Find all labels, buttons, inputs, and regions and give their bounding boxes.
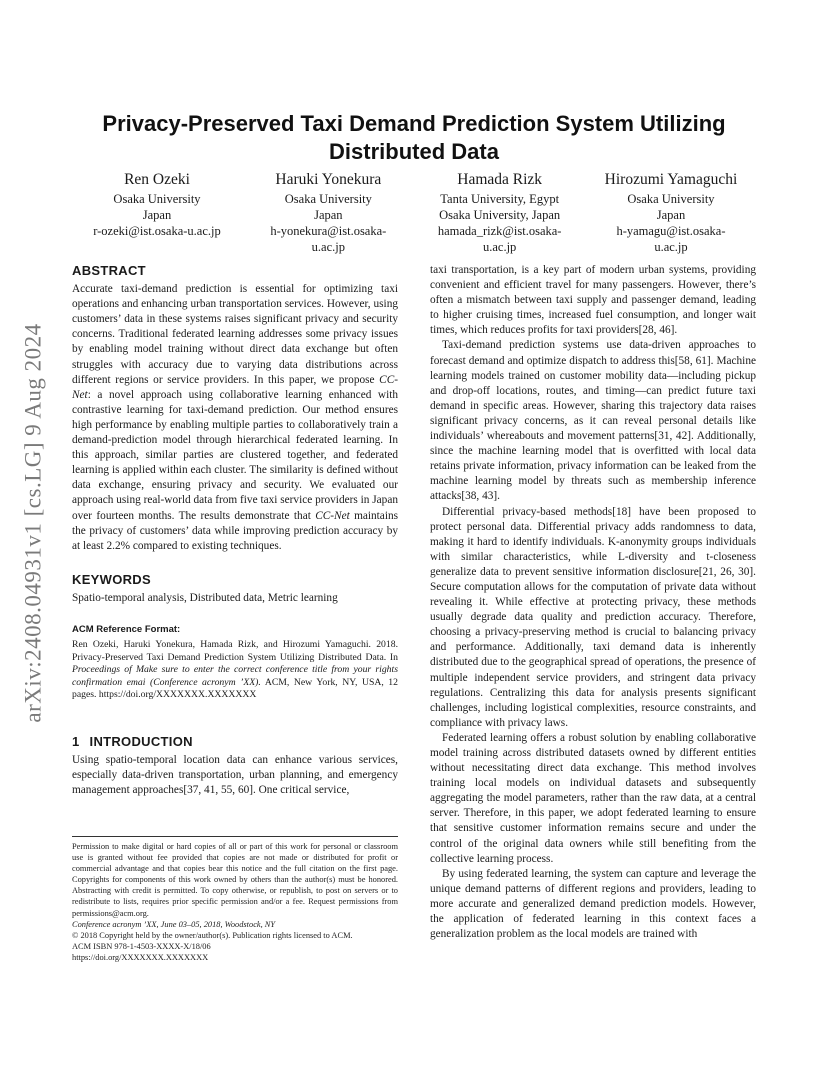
abstract-heading: ABSTRACT	[72, 263, 146, 278]
left-column	[72, 263, 398, 798]
abstract-text: Accurate taxi-demand prediction is essential for optimizing taxi operations and enhancing urban transportation services. However, using customers’ data in these systems raises significant privacy and security concerns. Traditional federated learning addresses some privacy issues by enabling model training without direct data exchange but often struggles with accuracy due to varying data distributions across different regions or service providers. In this paper, we propose CC-Net: a novel approach using collaborative learning enhanced with contrastive learning for taxi-demand prediction. Our method ensures high performance by enabling multiple parties to collaboratively train a demand-prediction model through hierarchical federated learning. In this approach, similar parties are clustered together, and federated learning is applied within each cluster. The similarity is defined without data exchange, ensuring privacy and security. We evaluated our approach using real-world data from five taxi service providers in Japan over fourteen months. The results demonstrate that CC-Net maintains the privacy of customers’ data while improving prediction accuracy by at least 2.2% compared to existing techniques.	[72, 283, 399, 552]
body-paragraph: By using federated learning, the system can capture and leverage the unique demand patterns of different regions and providers, leading to more accurate and generalized demand prediction models. However, the application of federated learning in this context faces a generalization problem as the local models are trained with	[430, 867, 756, 941]
author-affiliation: Osaka University	[113, 192, 201, 206]
permission-notice: Permission to make digital or hard copies of all or part of this work for personal or classroom use is granted without fee provided that copies are not made or distributed for profit or commercial advantage and that copies bear this notice and the full citation on the first page. Copyrights for components of this work owned by others than the author(s) must be honored. Abstracting with credit is permitted. To copy otherwise, or republish, to post on servers or to redistribute to lists, requires prior specific permission and/or a fee. Request permissions from permissions@acm.org.	[72, 842, 398, 918]
body-paragraph: taxi transportation, is a key part of modern urban systems, providing convenient and efficient travel for many passengers. However, there’s often a mismatch between taxi supply and passenger demand, leading to higher cruising times, increased fuel consumption, and longer wait times, which reduces profits for taxi providers[28, 46].	[430, 264, 756, 337]
keywords-text: Spatio-temporal analysis, Distributed data, Metric learning	[72, 591, 338, 604]
author-name: Ren Ozeki	[124, 171, 190, 188]
introduction-paragraph: Using spatio-temporal location data can enhance various services, especially data-driven transportation, urban planning, and emergency management approaches[37, 41, 55, 60]. One critical service,	[72, 754, 398, 797]
author-affiliation-2: Osaka University, Japan	[439, 208, 561, 222]
author-country: Japan	[142, 208, 172, 222]
author-4	[586, 170, 756, 255]
author-block	[72, 170, 756, 255]
footnote	[72, 836, 398, 963]
copyright-notice: © 2018 Copyright held by the owner/author(s). Publication rights licensed to ACM.	[72, 930, 353, 940]
author-email: r-ozeki@ist.osaka-u.ac.jp	[93, 224, 221, 238]
right-column	[430, 263, 756, 942]
author-name: Hirozumi Yamaguchi	[604, 171, 738, 188]
author-email: h-yamagu@ist.osaka-	[616, 224, 726, 238]
author-name: Hamada Rizk	[457, 171, 543, 188]
author-country: Japan	[656, 208, 686, 222]
author-name: Haruki Yonekura	[275, 171, 382, 188]
author-affiliation: Osaka University	[627, 192, 715, 206]
author-email: h-yonekura@ist.osaka-	[270, 224, 387, 238]
isbn: ACM ISBN 978-1-4503-XXXX-X/18/06	[72, 941, 211, 951]
acm-reference-heading: ACM Reference Format:	[72, 623, 181, 635]
author-email: hamada_rizk@ist.osaka-	[437, 224, 562, 238]
author-1	[72, 170, 242, 255]
body-paragraph: Taxi-demand prediction systems use data-driven approaches to forecast demand and optimize dispatch to address this[58, 61]. Machine learning models trained on customer mobility data—including pickup and drop-off locations, routes, and timing—can predict future taxi demand in specific areas. However, sharing this trajectory data raises significant privacy concerns, as it can reveal personal details like individuals’ whereabouts and movement patterns[31, 42]. Additionally, since the machine learning model that is overfitted with local data retains private information, privacy information can be leaked from the machine learning model by threats such as membership inference attacks[38, 43].	[430, 339, 756, 503]
author-country: Japan	[314, 208, 343, 222]
paper-title: Privacy-Preserved Taxi Demand Prediction System Utilizing Distributed Data	[102, 111, 726, 164]
ccnet-term: CC-Net	[315, 509, 350, 522]
author-2	[243, 170, 413, 255]
author-email-cont: u.ac.jp	[311, 240, 345, 254]
arxiv-identifier: arXiv:2408.04931v1 [cs.LG] 9 Aug 2024	[21, 323, 46, 723]
author-3	[415, 170, 585, 255]
body-paragraph: Differential privacy-based methods[18] have been proposed to protect personal data. Differential privacy adds randomness to data, making it hard to identify individuals. K-anonymity groups individuals with similar characteristics, while L-diversity and t-closeness generalize data to prevent sensitive information disclosure[21, 26, 30]. Secure computation allows for the computation of private data without revealing it. While effective at protecting privacy, these methods usually degrade data quality and prediction accuracy. Therefore, choosing a privacy-preserving method is crucial to balancing privacy and performance. Additionally, taxi demand data is inherently distributed due to the geographical spread of operations, the presence of multiple independent service providers, and stringent data privacy regulations. Centralizing this data for analysis presents significant challenges, including logistical complexities, resource constraints, and compliance with privacy laws.	[430, 505, 756, 729]
ccnet-term: CC-Net	[72, 373, 398, 401]
acm-reference-text: Ren Ozeki, Haruki Yonekura, Hamada Rizk, and Hirozumi Yamaguchi. 2018. Privacy-Preserved Taxi Demand Prediction System Utilizing Distributed Data. In Proceedings of Make sure to enter the correct conference title from your rights confirmation emai (Conference acronym ’XX). ACM, New York, NY, USA, 12 pages. https://doi.org/XXXXXXX.XXXXXXX	[72, 639, 398, 701]
introduction-heading: 1 INTRODUCTION	[72, 734, 193, 750]
body-paragraph: Federated learning offers a robust solution by enabling collaborative model training across distributed datasets owned by different entities without necessitating direct data exchange. This method involves training local models on individual datasets and subsequently aggregating the model parameters, rather than the raw data, at a central server. Therefore, in this paper, we adopt federated learning to ensure that sensitive customer information remains secure and under the control of the original data owners while still benefiting from the collective learning process.	[430, 731, 756, 865]
author-email-cont: u.ac.jp	[482, 240, 517, 254]
doi: https://doi.org/XXXXXXX.XXXXXXX	[72, 952, 209, 962]
author-email-cont: u.ac.jp	[654, 240, 688, 254]
author-affiliation: Tanta University, Egypt	[440, 192, 560, 206]
conference-info: Conference acronym ’XX, June 03–05, 2018, Woodstock, NY	[72, 919, 276, 929]
author-affiliation: Osaka University	[284, 192, 372, 206]
keywords-heading: KEYWORDS	[72, 571, 151, 587]
